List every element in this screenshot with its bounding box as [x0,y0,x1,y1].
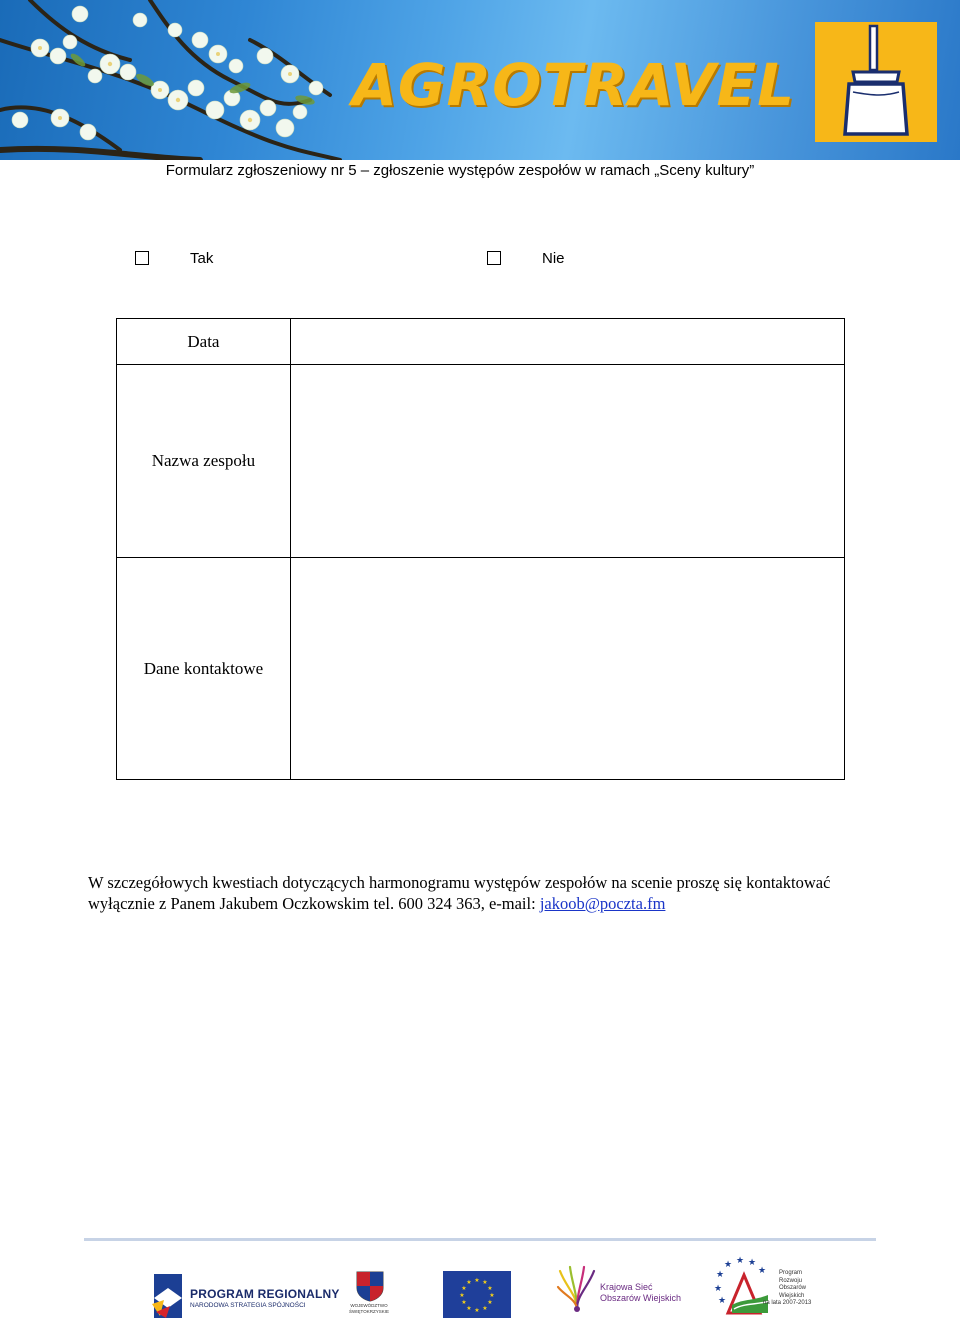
dane-kontaktowe-field[interactable] [290,558,844,780]
svg-text:★: ★ [747,1258,757,1268]
program-regionalny-logo [150,1272,186,1320]
dane-kontaktowe-label: Dane kontaktowe [117,558,291,780]
tak-checkbox[interactable] [135,251,149,265]
footer-divider [84,1238,876,1241]
nazwa-zespolu-label: Nazwa zespołu [117,365,291,558]
svg-text:★: ★ [459,1292,465,1299]
nie-label: Nie [542,250,565,267]
header-banner [0,0,960,160]
program-regionalny-text: PROGRAM REGIONALNY [190,1287,340,1301]
table-row-dane-kontaktowe [117,558,845,780]
contact-info-text: W szczegółowych kwestiach dotyczących harmonogramu występów zespołów na scenie proszę się kontaktować wyłącznie z Panem Jakubem Oczkowskim tel. 600 324 363, e-mail: [88,873,831,913]
prow-line-2: Rozwoju [779,1277,803,1284]
svg-text:★: ★ [713,1284,723,1294]
wojewodztwo-text: WOJEWÓDZTWO ŚWIĘTOKRZYSKIE [349,1303,389,1314]
nazwa-zespolu-field[interactable] [290,365,844,558]
ksow-line-1: Krajowa Sieć [600,1282,653,1292]
svg-text:★: ★ [474,1307,480,1314]
svg-text:★: ★ [461,1299,467,1306]
program-regionalny-subtext: NARODOWA STRATEGIA SPÓJNOŚCI [190,1302,306,1309]
prow-line-1: Program [779,1270,803,1276]
svg-text:★: ★ [482,1305,488,1312]
form-title [0,160,960,182]
data-label: Data [117,319,291,365]
ksow-logo-icon [556,1265,598,1313]
ksow-text [600,1282,681,1304]
svg-text:★: ★ [489,1292,495,1299]
nie-checkbox[interactable] [487,251,501,265]
prow-line-4: Wiejskich [779,1292,805,1299]
form-title-text: Formularz zgłoszeniowy nr 5 – zgłoszenie występów zespołów w ramach „Sceny kultury” [165,162,755,179]
svg-text:★: ★ [461,1285,467,1292]
butter-churn-icon [815,22,937,142]
svg-text:★: ★ [723,1260,733,1270]
table-row-data [117,319,845,365]
svg-text:★: ★ [466,1279,472,1286]
prow-text [763,1270,827,1308]
svg-text:★: ★ [487,1299,493,1306]
prow-line-3: Obszarów [779,1285,807,1291]
eu-flag-icon [443,1271,511,1318]
wojewodztwo-crest-icon [355,1270,385,1302]
svg-text:★: ★ [474,1277,480,1284]
tak-label: Tak [190,250,214,267]
svg-text:★: ★ [715,1270,725,1280]
data-field[interactable] [290,319,844,365]
svg-text:★: ★ [757,1266,767,1276]
contact-info-paragraph [88,872,878,914]
ksow-line-2: Obszarów Wiejskich [600,1293,682,1303]
prow-line-5: na lata 2007-2013 [763,1300,812,1306]
svg-text:★: ★ [487,1285,493,1292]
application-form-table [116,318,845,780]
svg-text:★: ★ [717,1296,727,1306]
table-row-nazwa-zespolu [117,365,845,558]
svg-text:★: ★ [735,1256,745,1266]
contact-email-link[interactable]: jakoob@poczta.fm [539,894,666,913]
svg-text:★: ★ [482,1279,488,1286]
brand-title: AGROTRAVEL [352,51,796,119]
svg-text:★: ★ [466,1305,472,1312]
